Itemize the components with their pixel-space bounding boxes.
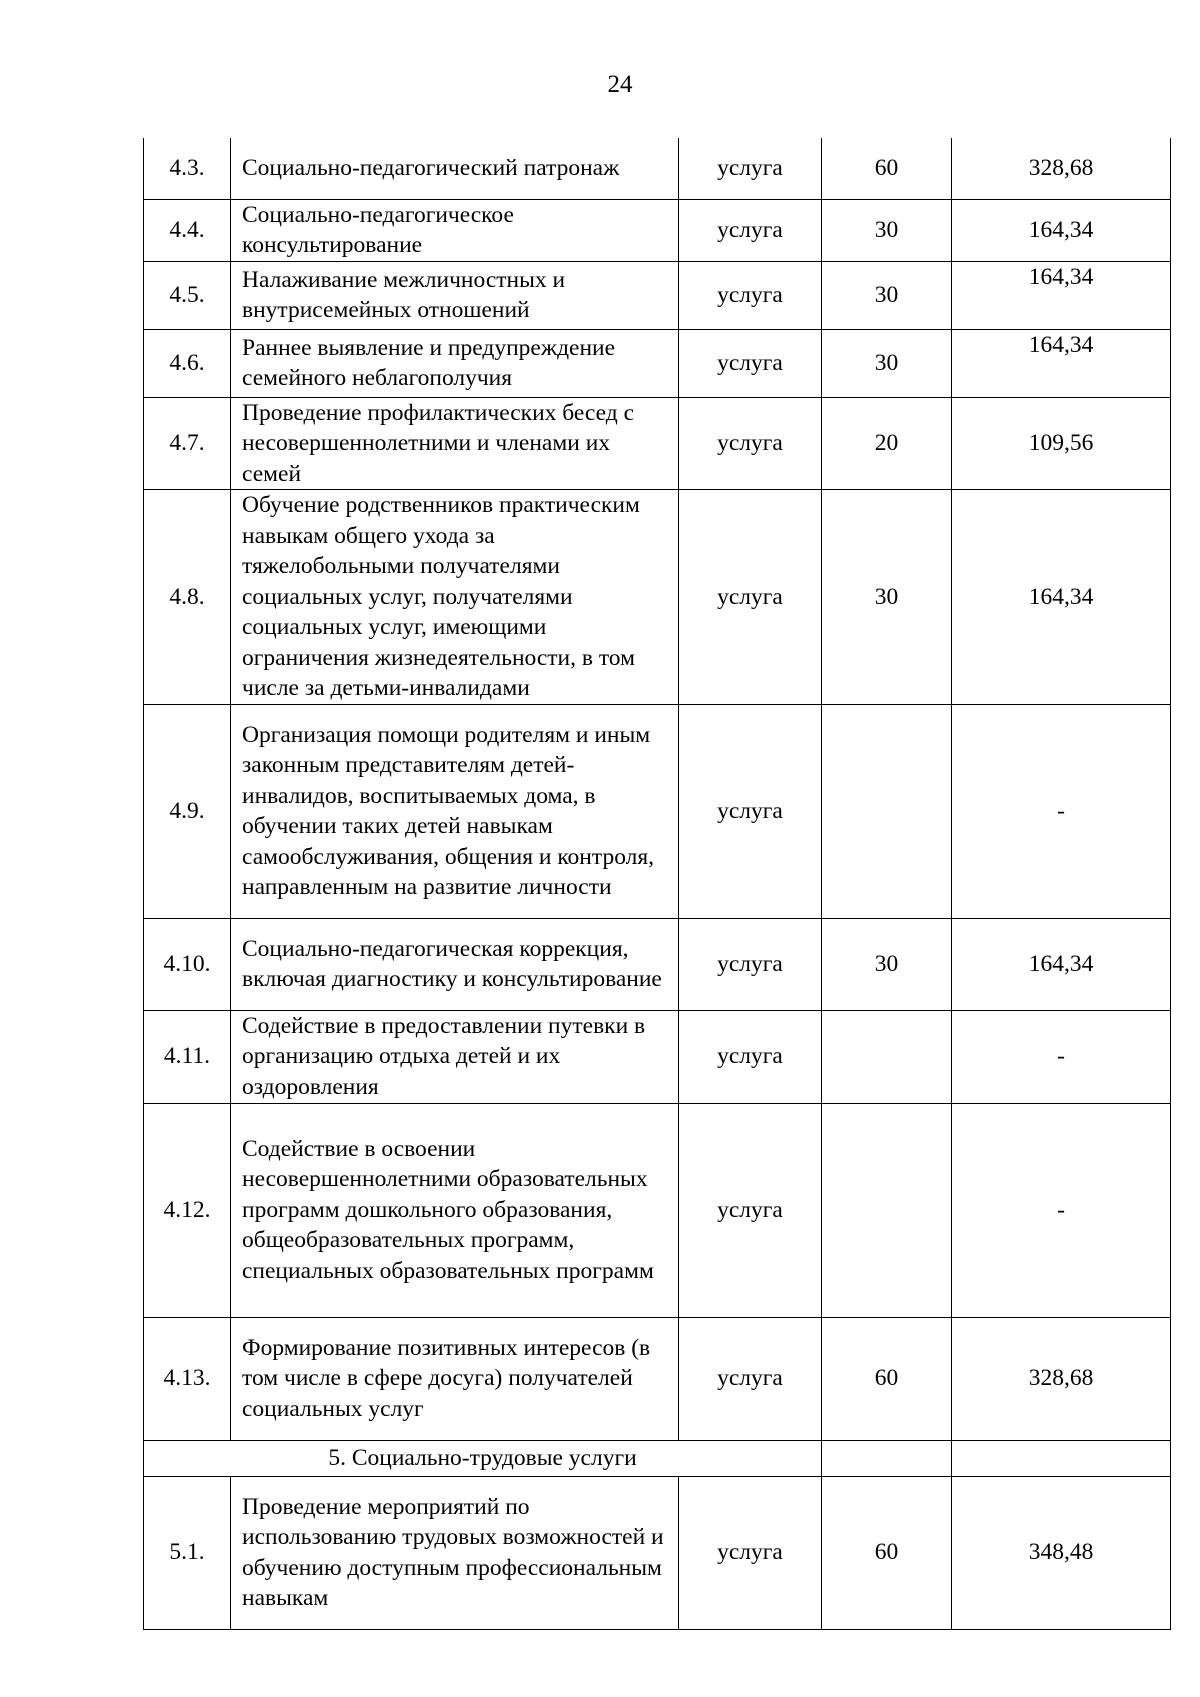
service-price: 164,34	[952, 918, 1171, 1010]
service-unit: услуга	[679, 1317, 822, 1440]
table-row	[144, 1476, 1171, 1629]
service-price: -	[952, 1103, 1171, 1317]
service-unit: услуга	[679, 490, 822, 705]
service-unit: услуга	[679, 397, 822, 490]
row-number: 4.12.	[144, 1103, 231, 1317]
service-unit: услуга	[679, 199, 822, 261]
service-name: Проведение профилактических бесед с несовершеннолетними и членами их семей	[231, 397, 679, 490]
service-price: 348,48	[952, 1476, 1171, 1629]
table-row	[144, 138, 1171, 199]
row-number: 4.7.	[144, 397, 231, 490]
service-price: 164,34	[952, 199, 1171, 261]
section-title: 5. Социально-трудовые услуги	[144, 1440, 822, 1476]
empty-cell	[952, 1440, 1171, 1476]
service-name: Содействие в предоставлении путевки в организацию отдыха детей и их оздоровления	[231, 1010, 679, 1103]
table-row	[144, 490, 1171, 705]
service-price: 109,56	[952, 397, 1171, 490]
service-price: 164,34	[952, 329, 1171, 397]
service-name: Формирование позитивных интересов (в том числе в сфере досуга) получателей социальных услуг	[231, 1317, 679, 1440]
service-quantity: 30	[822, 490, 952, 705]
row-number: 4.9.	[144, 704, 231, 918]
service-unit: услуга	[679, 138, 822, 199]
service-name: Организация помощи родителям и иным законным представителям детей-инвалидов, воспитываемых дома, в обучении таких детей навыкам самообслуживания, общения и контроля, направленным на развитие личности	[231, 704, 679, 918]
section-row	[144, 1440, 1171, 1476]
row-number: 4.10.	[144, 918, 231, 1010]
row-number: 4.13.	[144, 1317, 231, 1440]
service-quantity: 30	[822, 261, 952, 329]
service-quantity: 60	[822, 1317, 952, 1440]
empty-cell	[822, 1440, 952, 1476]
service-name: Раннее выявление и предупреждение семейного неблагополучия	[231, 329, 679, 397]
service-price: 328,68	[952, 1317, 1171, 1440]
table-row	[144, 918, 1171, 1010]
table-row	[144, 397, 1171, 490]
row-number: 4.6.	[144, 329, 231, 397]
table-row	[144, 704, 1171, 918]
service-name: Социально-педагогическая коррекция, включая диагностику и консультирование	[231, 918, 679, 1010]
row-number: 4.4.	[144, 199, 231, 261]
service-quantity	[822, 1103, 952, 1317]
service-quantity	[822, 704, 952, 918]
service-unit: услуга	[679, 329, 822, 397]
services-table	[143, 138, 1171, 1630]
service-unit: услуга	[679, 918, 822, 1010]
table-row	[144, 1317, 1171, 1440]
service-name: Налаживание межличностных и внутрисемейных отношений	[231, 261, 679, 329]
service-quantity: 30	[822, 199, 952, 261]
service-unit: услуга	[679, 1010, 822, 1103]
service-quantity: 30	[822, 918, 952, 1010]
service-quantity: 60	[822, 1476, 952, 1629]
row-number: 4.11.	[144, 1010, 231, 1103]
service-unit: услуга	[679, 1476, 822, 1629]
service-quantity: 60	[822, 138, 952, 199]
service-name: Содействие в освоении несовершеннолетними образовательных программ дошкольного образования, общеобразовательных программ, специальных образовательных программ	[231, 1103, 679, 1317]
service-unit: услуга	[679, 1103, 822, 1317]
service-price: -	[952, 704, 1171, 918]
row-number: 4.5.	[144, 261, 231, 329]
page-number: 24	[607, 71, 633, 98]
service-price: 328,68	[952, 138, 1171, 199]
table-row	[144, 1103, 1171, 1317]
service-name: Обучение родственников практическим навыкам общего ухода за тяжелобольными получателями социальных услуг, получателями социальных услуг, имеющими ограничения жизнедеятельности, в том числе за детьми-инвалидами	[231, 490, 679, 705]
row-number: 5.1.	[144, 1476, 231, 1629]
service-quantity	[822, 1010, 952, 1103]
table-row	[144, 199, 1171, 261]
service-price: 164,34	[952, 261, 1171, 329]
service-name: Социально-педагогический патронаж	[231, 138, 679, 199]
table-row	[144, 261, 1171, 329]
service-unit: услуга	[679, 261, 822, 329]
service-price: 164,34	[952, 490, 1171, 705]
row-number: 4.3.	[144, 138, 231, 199]
service-name: Проведение мероприятий по использованию трудовых возможностей и обучению доступным профессиональным навыкам	[231, 1476, 679, 1629]
table-row	[144, 1010, 1171, 1103]
service-quantity: 30	[822, 329, 952, 397]
service-price: -	[952, 1010, 1171, 1103]
service-quantity: 20	[822, 397, 952, 490]
service-name: Социально-педагогическое консультирование	[231, 199, 679, 261]
table-row	[144, 329, 1171, 397]
service-unit: услуга	[679, 704, 822, 918]
row-number: 4.8.	[144, 490, 231, 705]
